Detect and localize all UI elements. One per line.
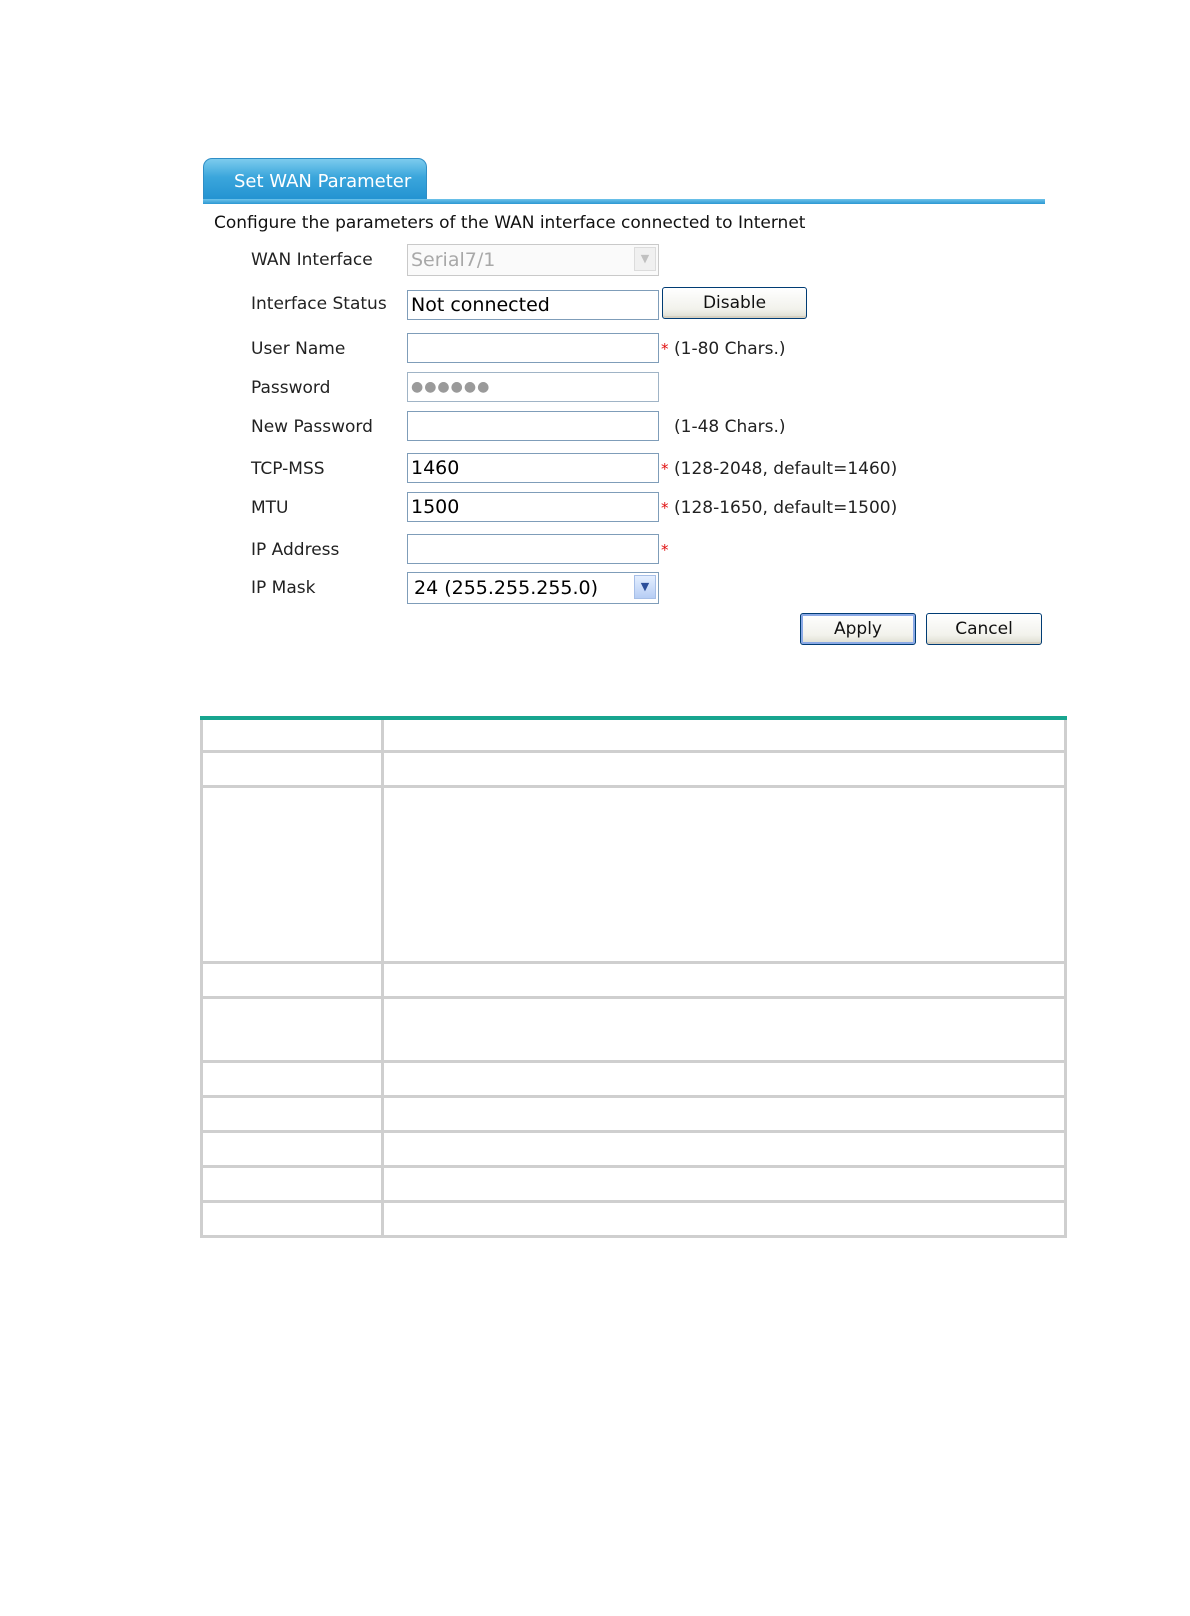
row-ip-address [0,534,1190,566]
table-cell [202,997,383,1061]
new-password-input[interactable] [407,411,659,441]
table-cell [383,1131,1066,1166]
table-cell [383,718,1066,751]
user-name-hint: (1-80 Chars.) [674,339,786,359]
form-description: Configure the parameters of the WAN interface connected to Internet [214,213,806,233]
wan-interface-value: Serial7/1 [411,249,496,271]
user-name-input[interactable] [407,333,659,363]
wan-interface-select [407,244,659,276]
table-row [202,718,1066,751]
password-input[interactable] [407,372,659,402]
row-ip-mask [0,572,1190,604]
ip-address-label: IP Address [251,540,340,560]
table-cell [383,751,1066,786]
mtu-label: MTU [251,498,289,518]
row-password [0,372,1190,404]
tcp-mss-label: TCP-MSS [251,459,325,479]
cancel-button[interactable]: Cancel [926,613,1042,645]
table-cell [202,1201,383,1236]
interface-status-value: Not connected [411,294,550,316]
row-interface-status [0,290,1190,322]
table-row [202,1201,1066,1236]
table-cell [383,962,1066,997]
table-cell [383,997,1066,1061]
table-cell [202,1096,383,1131]
row-tcp-mss [0,453,1190,485]
password-label: Password [251,378,331,398]
mtu-hint: (128-1650, default=1500) [674,498,898,518]
tab-underline [203,199,1045,204]
table-cell [383,1061,1066,1096]
chevron-down-icon: ▼ [634,247,656,271]
table-cell [383,786,1066,962]
table-cell [202,1061,383,1096]
disable-button[interactable]: Disable [662,287,807,319]
user-name-label: User Name [251,339,346,359]
table-row [202,1061,1066,1096]
table-row [202,997,1066,1061]
table-row [202,1166,1066,1201]
apply-button[interactable]: Apply [800,613,916,645]
row-new-password [0,411,1190,443]
table-cell [383,1096,1066,1131]
tcp-mss-value: 1460 [411,457,460,479]
table-cell [202,962,383,997]
tcp-mss-input[interactable] [407,453,659,483]
table-row [202,751,1066,786]
table-cell [383,1166,1066,1201]
table-row [202,1131,1066,1166]
wan-interface-label: WAN Interface [251,250,373,270]
table-cell [202,1166,383,1201]
table-row [202,1096,1066,1131]
interface-status-field [407,290,659,320]
chevron-down-icon[interactable]: ▼ [634,575,656,599]
required-mark: * [661,460,669,478]
new-password-label: New Password [251,417,373,437]
row-wan-interface [0,244,1190,276]
row-user-name [0,333,1190,365]
interface-status-label: Interface Status [251,294,387,314]
new-password-hint: (1-48 Chars.) [674,417,786,437]
table-cell [383,1201,1066,1236]
tab-set-wan-parameter[interactable] [203,158,427,204]
row-mtu [0,492,1190,524]
password-value: ●●●●●● [411,379,491,395]
parameter-table [200,716,1067,1238]
tcp-mss-hint: (128-2048, default=1460) [674,459,898,479]
ip-mask-label: IP Mask [251,578,316,598]
ip-mask-value: 24 (255.255.255.0) [414,577,599,599]
table-row [202,786,1066,962]
mtu-value: 1500 [411,496,460,518]
ip-address-input[interactable] [407,534,659,564]
table-cell [202,786,383,962]
required-mark: * [661,340,669,358]
table-cell [202,751,383,786]
table-cell [202,718,383,751]
mtu-input[interactable] [407,492,659,522]
table-row [202,962,1066,997]
required-mark: * [661,499,669,517]
required-mark: * [661,541,669,559]
tab-title: Set WAN Parameter [234,171,412,192]
table-cell [202,1131,383,1166]
ip-mask-select[interactable] [407,572,659,604]
